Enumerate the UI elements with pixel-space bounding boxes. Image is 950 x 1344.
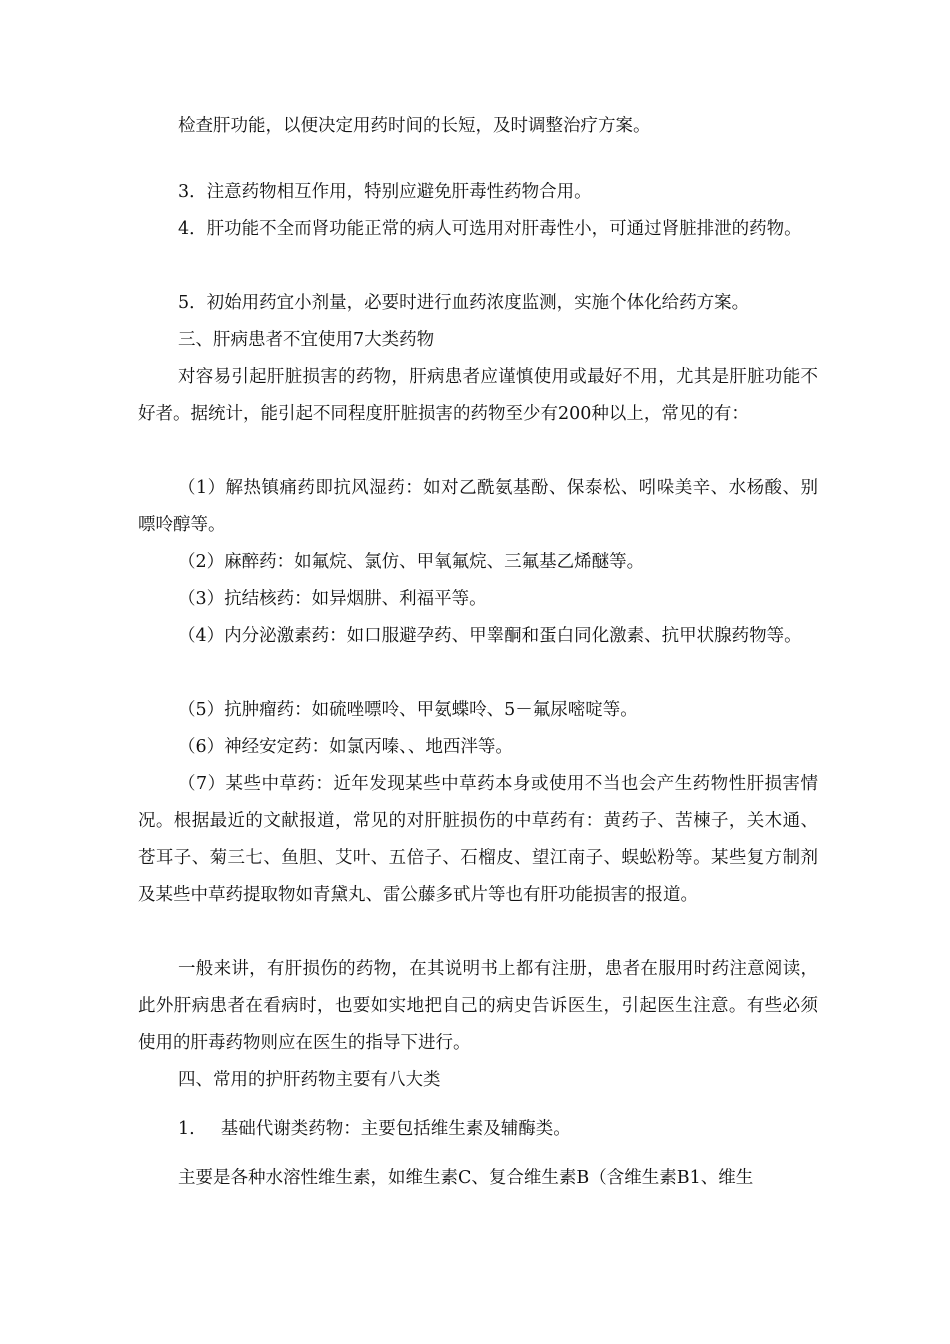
paragraph-item-4: 4．肝功能不全而肾功能正常的病人可选用对肝毒性小，可通过肾脏排泄的药物。 bbox=[178, 219, 802, 239]
paragraph-item-3: 3．注意药物相互作用，特别应避免肝毒性药物合用。 bbox=[178, 182, 592, 202]
paragraph-item-5: 5．初始用药宜小剂量，必要时进行血药浓度监测，实施个体化给药方案。 bbox=[178, 293, 750, 313]
paragraph-vitamins: 主要是各种水溶性维生素，如维生素C、复合维生素B（含维生素B1、维生 bbox=[178, 1168, 754, 1188]
section-heading-three: 三、肝病患者不宜使用7大类药物 bbox=[178, 330, 435, 350]
paragraph-drug-3: （3）抗结核药：如异烟肼、利福平等。 bbox=[178, 589, 487, 609]
paragraph-drug-4: （4）内分泌激素药：如口服避孕药、甲睾酮和蛋白同化激素、抗甲状腺药物等。 bbox=[178, 626, 802, 646]
paragraph-general: 一般来讲，有肝损伤的药物，在其说明书上都有注册，患者在服用时药注意阅读，此外肝病患者在看病时，也要如实地把自己的病史告诉医生，引起医生注意。有些必须使用的肝毒药物则应在医生的指导下进行。 bbox=[138, 959, 818, 1053]
section-heading-four: 四、常用的护肝药物主要有八大类 bbox=[178, 1070, 441, 1090]
paragraph-drug-7: （7）某些中草药：近年发现某些中草药本身或使用不当也会产生药物性肝损害情况。根据最近的文献报道，常见的对肝脏损伤的中草药有：黄药子、苦楝子，关木通、苍耳子、菊三七、鱼胆、艾叶、五倍子、石榴皮、望江南子、蜈蚣粉等。某些复方制剂及某些中草药提取物如青黛丸、雷公藤多甙片等也有肝功能损害的报道。 bbox=[138, 774, 818, 905]
paragraph-drug-5: （5）抗肿瘤药：如硫唑嘌呤、甲氨蝶呤、5－氟尿嘧啶等。 bbox=[178, 700, 638, 720]
list-item-text: 基础代谢类药物：主要包括维生素及辅酶类。 bbox=[220, 1119, 571, 1139]
list-item-1 bbox=[138, 1111, 818, 1148]
paragraph-intro: 对容易引起肝脏损害的药物，肝病患者应谨慎使用或最好不用，尤其是肝脏功能不好者。据统计，能引起不同程度肝脏损害的药物至少有200种以上，常见的有： bbox=[138, 367, 818, 424]
paragraph-drug-2: （2）麻醉药：如氟烷、氯仿、甲氧氟烷、三氟基乙烯醚等。 bbox=[178, 552, 645, 572]
paragraph-drug-1: （1）解热镇痛药即抗风湿药：如对乙酰氨基酚、保泰松、吲哚美辛、水杨酸、别嘌呤醇等。 bbox=[138, 478, 818, 535]
paragraph-drug-6: （6）神经安定药：如氯丙嗪、、地西泮等。 bbox=[178, 737, 513, 757]
paragraph-check-liver: 检查肝功能，以便决定用药时间的长短，及时调整治疗方案。 bbox=[178, 116, 651, 136]
list-item-number: 1. bbox=[178, 1119, 195, 1139]
